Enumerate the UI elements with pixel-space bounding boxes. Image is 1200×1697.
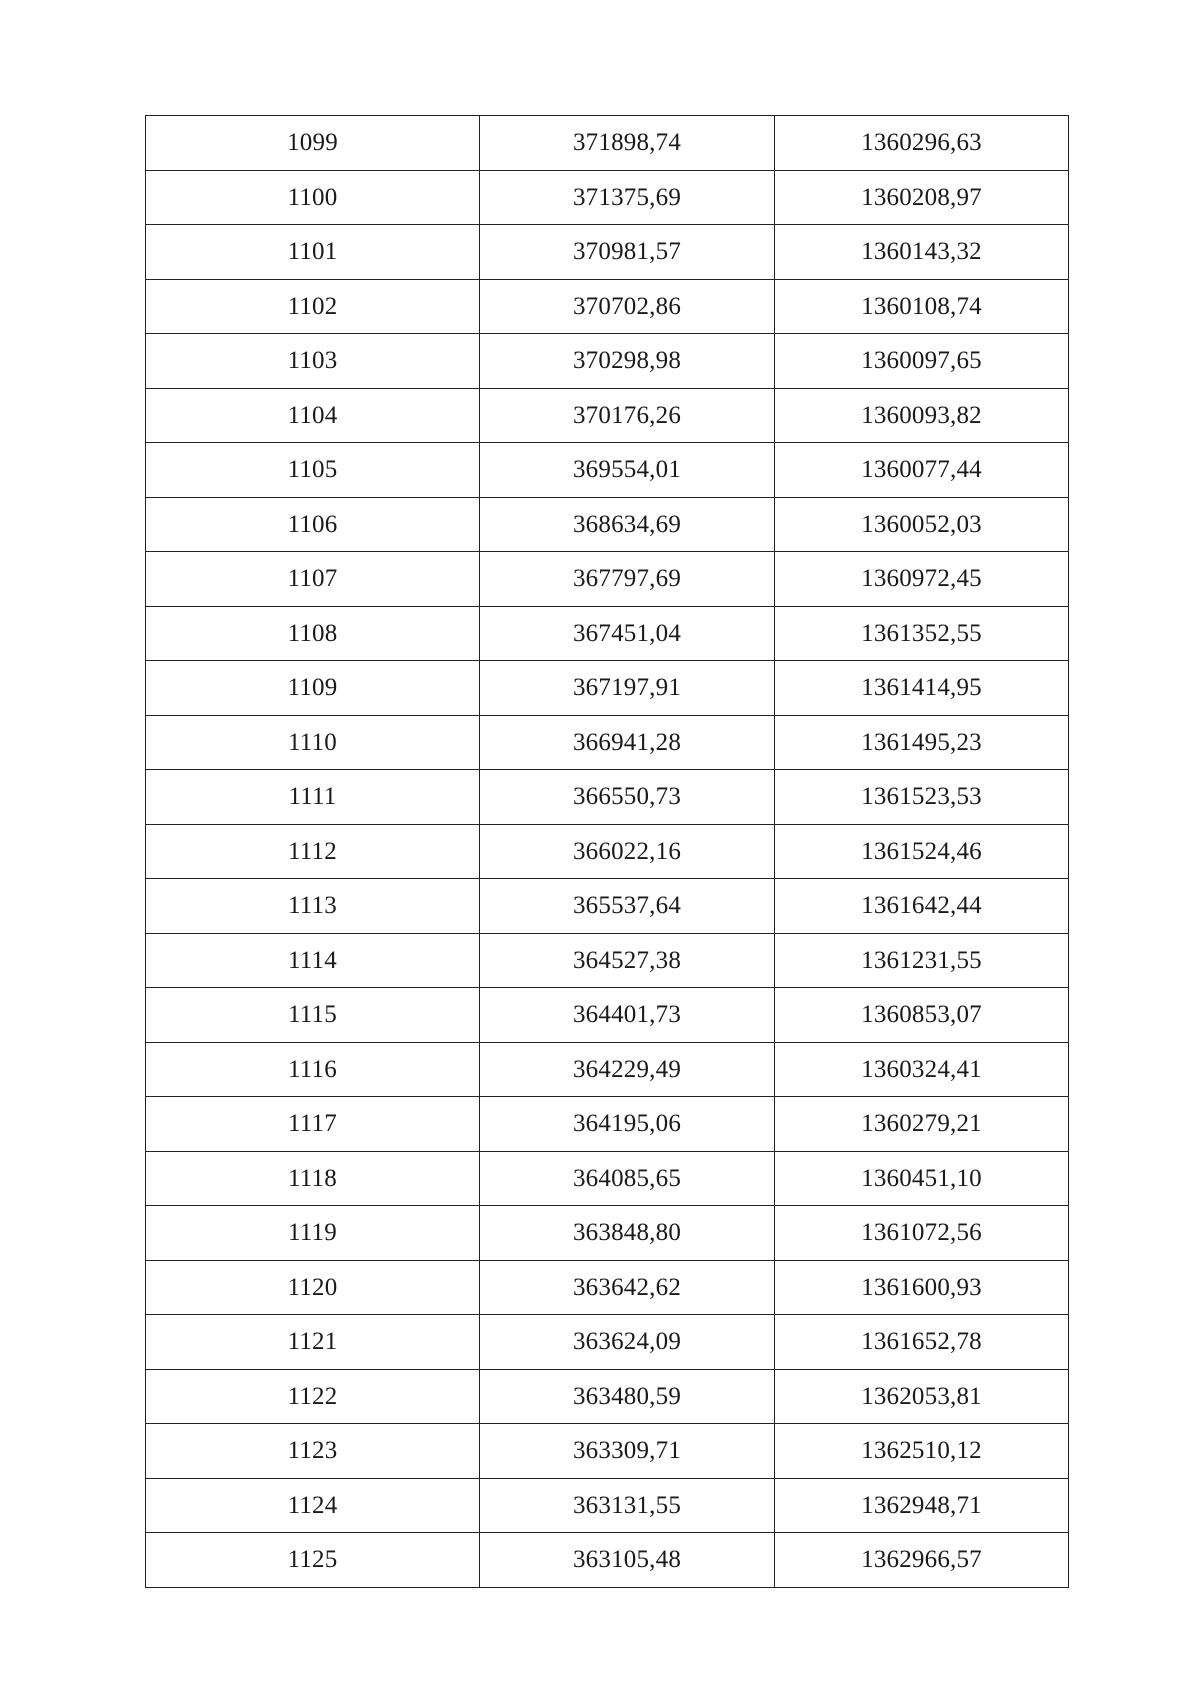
y-coordinate-cell: 1361495,23	[775, 715, 1069, 770]
point-number-cell: 1121	[146, 1315, 480, 1370]
x-coordinate-cell: 363105,48	[480, 1533, 775, 1588]
point-number-cell: 1120	[146, 1260, 480, 1315]
coordinates-table-body	[146, 116, 1069, 1588]
y-coordinate-cell: 1361414,95	[775, 661, 1069, 716]
point-number-cell: 1116	[146, 1042, 480, 1097]
y-coordinate-cell: 1360296,63	[775, 116, 1069, 171]
table-row	[146, 1260, 1069, 1315]
y-coordinate-cell: 1360324,41	[775, 1042, 1069, 1097]
table-row	[146, 879, 1069, 934]
table-row	[146, 1369, 1069, 1424]
point-number-cell: 1105	[146, 443, 480, 498]
y-coordinate-cell: 1360108,74	[775, 279, 1069, 334]
x-coordinate-cell: 371898,74	[480, 116, 775, 171]
point-number-cell: 1108	[146, 606, 480, 661]
point-number-cell: 1113	[146, 879, 480, 934]
y-coordinate-cell: 1361231,55	[775, 933, 1069, 988]
point-number-cell: 1122	[146, 1369, 480, 1424]
x-coordinate-cell: 367797,69	[480, 552, 775, 607]
table-row	[146, 933, 1069, 988]
y-coordinate-cell: 1362948,71	[775, 1478, 1069, 1533]
point-number-cell: 1112	[146, 824, 480, 879]
x-coordinate-cell: 363309,71	[480, 1424, 775, 1479]
point-number-cell: 1109	[146, 661, 480, 716]
x-coordinate-cell: 365537,64	[480, 879, 775, 934]
x-coordinate-cell: 370176,26	[480, 388, 775, 443]
x-coordinate-cell: 364229,49	[480, 1042, 775, 1097]
y-coordinate-cell: 1361652,78	[775, 1315, 1069, 1370]
x-coordinate-cell: 366022,16	[480, 824, 775, 879]
x-coordinate-cell: 364401,73	[480, 988, 775, 1043]
table-row	[146, 770, 1069, 825]
table-row	[146, 116, 1069, 171]
y-coordinate-cell: 1360208,97	[775, 170, 1069, 225]
x-coordinate-cell: 363131,55	[480, 1478, 775, 1533]
point-number-cell: 1115	[146, 988, 480, 1043]
y-coordinate-cell: 1361642,44	[775, 879, 1069, 934]
point-number-cell: 1106	[146, 497, 480, 552]
point-number-cell: 1119	[146, 1206, 480, 1261]
y-coordinate-cell: 1360097,65	[775, 334, 1069, 389]
table-row	[146, 1042, 1069, 1097]
table-row	[146, 1206, 1069, 1261]
point-number-cell: 1107	[146, 552, 480, 607]
y-coordinate-cell: 1360279,21	[775, 1097, 1069, 1152]
table-row	[146, 1315, 1069, 1370]
point-number-cell: 1103	[146, 334, 480, 389]
x-coordinate-cell: 371375,69	[480, 170, 775, 225]
point-number-cell: 1104	[146, 388, 480, 443]
point-number-cell: 1100	[146, 170, 480, 225]
x-coordinate-cell: 363480,59	[480, 1369, 775, 1424]
table-row	[146, 1151, 1069, 1206]
point-number-cell: 1111	[146, 770, 480, 825]
x-coordinate-cell: 363624,09	[480, 1315, 775, 1370]
table-row	[146, 1478, 1069, 1533]
table-row	[146, 497, 1069, 552]
point-number-cell: 1123	[146, 1424, 480, 1479]
x-coordinate-cell: 369554,01	[480, 443, 775, 498]
x-coordinate-cell: 363848,80	[480, 1206, 775, 1261]
table-row	[146, 225, 1069, 280]
y-coordinate-cell: 1360972,45	[775, 552, 1069, 607]
x-coordinate-cell: 370981,57	[480, 225, 775, 280]
x-coordinate-cell: 367197,91	[480, 661, 775, 716]
x-coordinate-cell: 364195,06	[480, 1097, 775, 1152]
table-row	[146, 661, 1069, 716]
table-row	[146, 1097, 1069, 1152]
point-number-cell: 1124	[146, 1478, 480, 1533]
x-coordinate-cell: 364085,65	[480, 1151, 775, 1206]
point-number-cell: 1117	[146, 1097, 480, 1152]
point-number-cell: 1114	[146, 933, 480, 988]
point-number-cell: 1102	[146, 279, 480, 334]
y-coordinate-cell: 1360093,82	[775, 388, 1069, 443]
table-row	[146, 606, 1069, 661]
point-number-cell: 1125	[146, 1533, 480, 1588]
point-number-cell: 1110	[146, 715, 480, 770]
x-coordinate-cell: 370702,86	[480, 279, 775, 334]
point-number-cell: 1118	[146, 1151, 480, 1206]
y-coordinate-cell: 1361600,93	[775, 1260, 1069, 1315]
table-row	[146, 824, 1069, 879]
y-coordinate-cell: 1360143,32	[775, 225, 1069, 280]
y-coordinate-cell: 1362053,81	[775, 1369, 1069, 1424]
x-coordinate-cell: 368634,69	[480, 497, 775, 552]
y-coordinate-cell: 1360853,07	[775, 988, 1069, 1043]
x-coordinate-cell: 366941,28	[480, 715, 775, 770]
table-row	[146, 1424, 1069, 1479]
table-row	[146, 279, 1069, 334]
y-coordinate-cell: 1361524,46	[775, 824, 1069, 879]
table-row	[146, 988, 1069, 1043]
y-coordinate-cell: 1361523,53	[775, 770, 1069, 825]
table-row	[146, 715, 1069, 770]
table-row	[146, 1533, 1069, 1588]
x-coordinate-cell: 366550,73	[480, 770, 775, 825]
y-coordinate-cell: 1360451,10	[775, 1151, 1069, 1206]
x-coordinate-cell: 367451,04	[480, 606, 775, 661]
point-number-cell: 1101	[146, 225, 480, 280]
y-coordinate-cell: 1360052,03	[775, 497, 1069, 552]
x-coordinate-cell: 364527,38	[480, 933, 775, 988]
point-number-cell: 1099	[146, 116, 480, 171]
y-coordinate-cell: 1362510,12	[775, 1424, 1069, 1479]
x-coordinate-cell: 363642,62	[480, 1260, 775, 1315]
y-coordinate-cell: 1360077,44	[775, 443, 1069, 498]
y-coordinate-cell: 1361072,56	[775, 1206, 1069, 1261]
x-coordinate-cell: 370298,98	[480, 334, 775, 389]
table-row	[146, 552, 1069, 607]
table-row	[146, 388, 1069, 443]
y-coordinate-cell: 1361352,55	[775, 606, 1069, 661]
coordinates-table	[145, 115, 1069, 1588]
table-row	[146, 443, 1069, 498]
table-row	[146, 334, 1069, 389]
y-coordinate-cell: 1362966,57	[775, 1533, 1069, 1588]
table-row	[146, 170, 1069, 225]
